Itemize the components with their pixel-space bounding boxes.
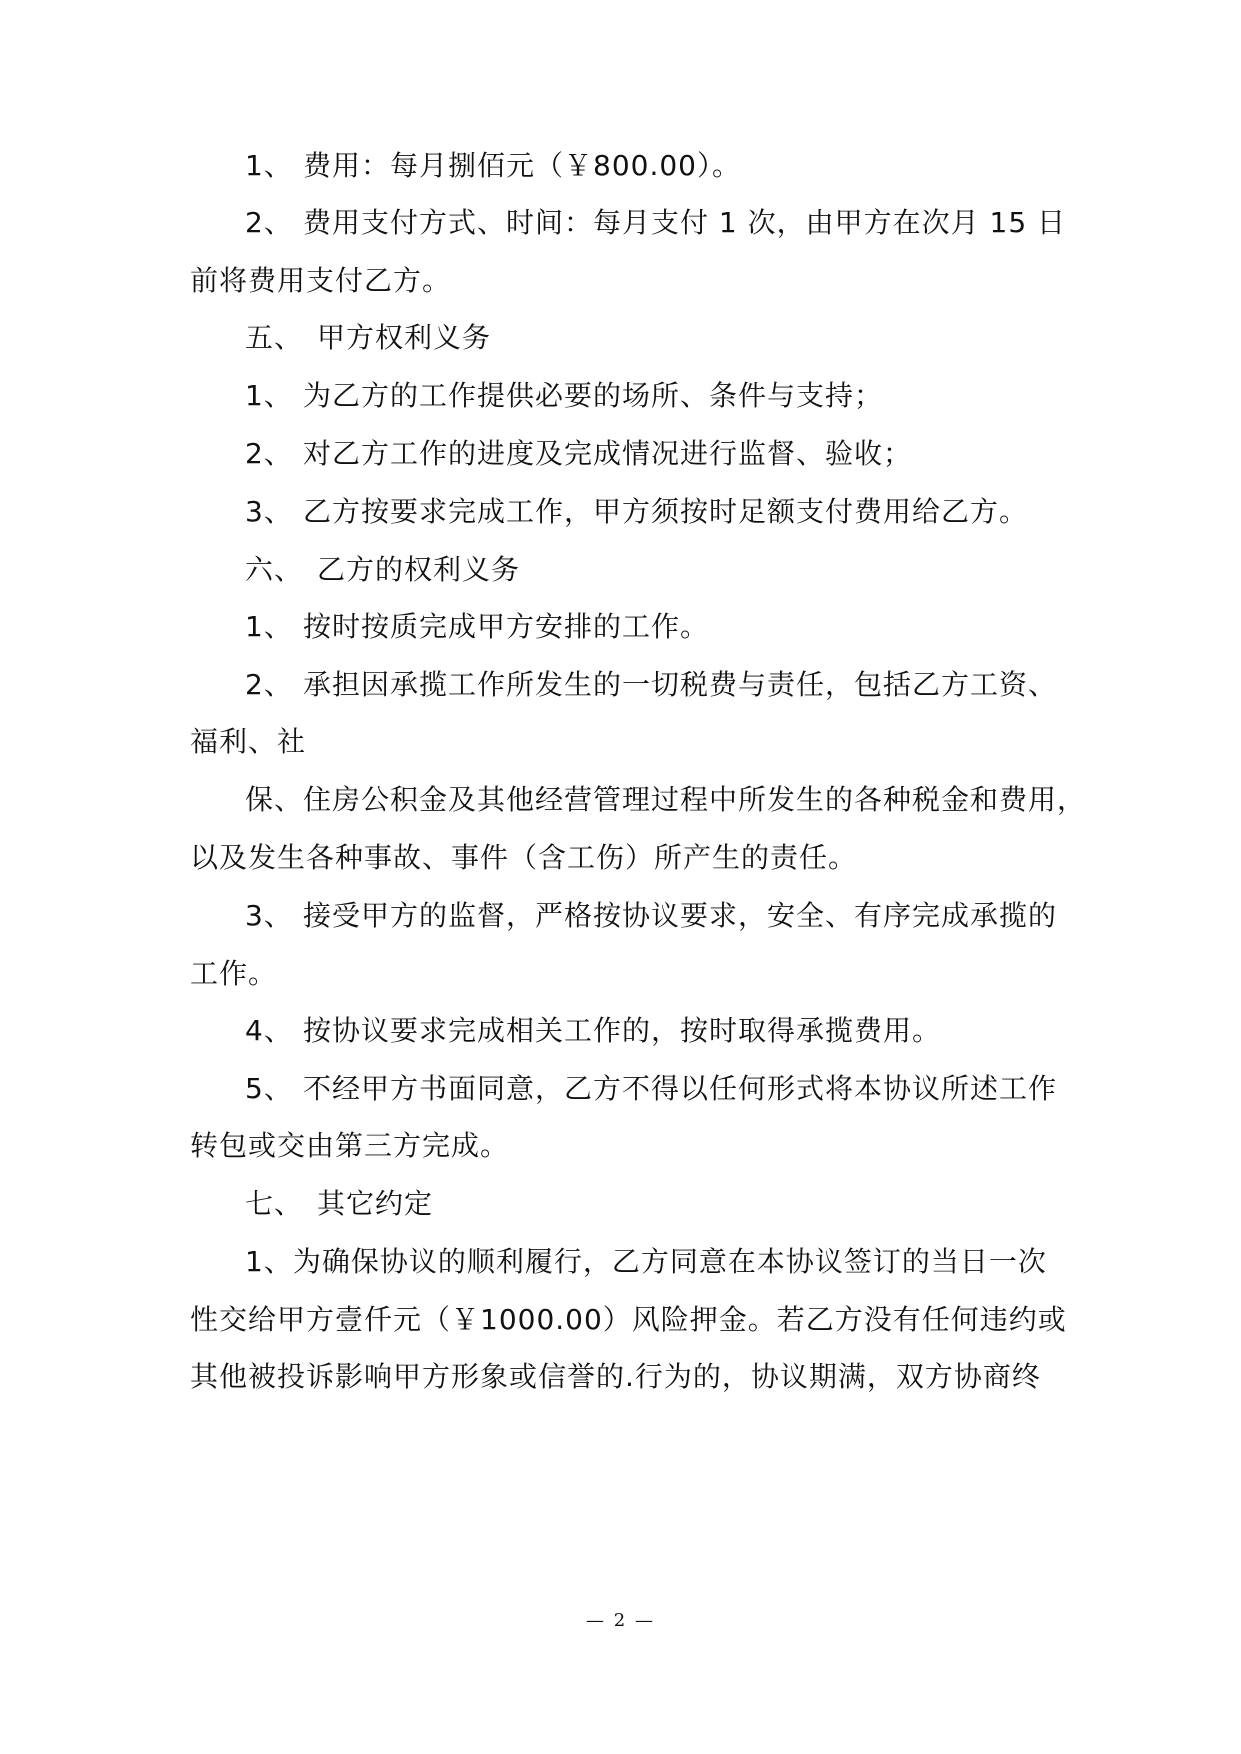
line-text: 前将费用支付乙方。 [190, 264, 452, 297]
text-line [190, 1300, 1070, 1340]
text-line [245, 376, 1070, 416]
text-line [245, 896, 1070, 936]
text-line [245, 780, 1087, 820]
section-title: 乙方的权利义务 [317, 553, 521, 586]
text-line [245, 607, 1070, 647]
text-line [190, 261, 1070, 301]
line-text: 以及发生各种事故、事件（含工伤）所产生的责任。 [190, 841, 858, 874]
item-number: 1、 [245, 149, 293, 182]
section-heading [245, 318, 1070, 358]
text-line [190, 1126, 1070, 1166]
item-number: 2、 [245, 668, 293, 701]
line-text: 接受甲方的监督，严格按协议要求，安全、有序完成承揽的 [303, 899, 1058, 932]
text-line [245, 1069, 1070, 1109]
item-number: 3、 [245, 899, 293, 932]
text-line [190, 954, 1070, 994]
line-text: 费用：每月捌佰元（￥800.00）。 [303, 149, 741, 182]
section-title: 其它约定 [317, 1187, 434, 1220]
text-line [190, 722, 1070, 762]
text-line [245, 146, 1070, 186]
text-line [245, 1242, 1070, 1282]
item-number: 1、 [245, 610, 293, 643]
line-text: 按时按质完成甲方安排的工作。 [303, 610, 710, 643]
line-text: 为乙方的工作提供必要的场所、条件与支持； [303, 379, 884, 412]
line-text: 1、为确保协议的顺利履行，乙方同意在本协议签订的当日一次 [245, 1245, 1047, 1278]
text-line [245, 665, 1070, 705]
line-text: 转包或交由第三方完成。 [190, 1129, 510, 1162]
section-number: 七、 [245, 1187, 304, 1220]
line-text: 乙方按要求完成工作，甲方须按时足额支付费用给乙方。 [303, 495, 1029, 528]
section-heading [245, 550, 1070, 590]
text-line [245, 434, 1070, 474]
item-number: 1、 [245, 379, 293, 412]
text-line [245, 1011, 1070, 1051]
line-text: 保、住房公积金及其他经营管理过程中所发生的各种税金和费用， [245, 783, 1087, 816]
line-text: 其他被投诉影响甲方形象或信誉的.行为的，协议期满，双方协商终 [190, 1360, 1041, 1393]
line-text: 按协议要求完成相关工作的，按时取得承揽费用。 [303, 1014, 942, 1047]
item-number: 2、 [245, 437, 293, 470]
line-text: 对乙方工作的进度及完成情况进行监督、验收； [303, 437, 913, 470]
text-line [190, 1357, 1070, 1397]
item-number: 3、 [245, 495, 293, 528]
item-number: 2、 [245, 206, 293, 239]
item-number: 5、 [245, 1072, 293, 1105]
line-text: 工作。 [190, 957, 278, 990]
line-text: 不经甲方书面同意，乙方不得以任何形式将本协议所述工作 [303, 1072, 1058, 1105]
page-number: — 2 — [586, 1610, 655, 1631]
line-text: 性交给甲方壹仟元（￥1000.00）风险押金。若乙方没有任何违约或 [190, 1303, 1067, 1336]
line-text: 福利、社 [190, 725, 307, 758]
section-number: 五、 [245, 321, 304, 354]
text-line [245, 492, 1070, 532]
item-number: 4、 [245, 1014, 293, 1047]
text-line [190, 838, 1070, 878]
line-text: 承担因承揽工作所发生的一切税费与责任，包括乙方工资、 [303, 668, 1058, 701]
section-number: 六、 [245, 553, 304, 586]
section-title: 甲方权利义务 [317, 321, 492, 354]
line-text: 费用支付方式、时间：每月支付 1 次，由甲方在次月 15 日 [303, 206, 1067, 239]
section-heading [245, 1184, 1070, 1224]
text-line [245, 203, 1070, 243]
